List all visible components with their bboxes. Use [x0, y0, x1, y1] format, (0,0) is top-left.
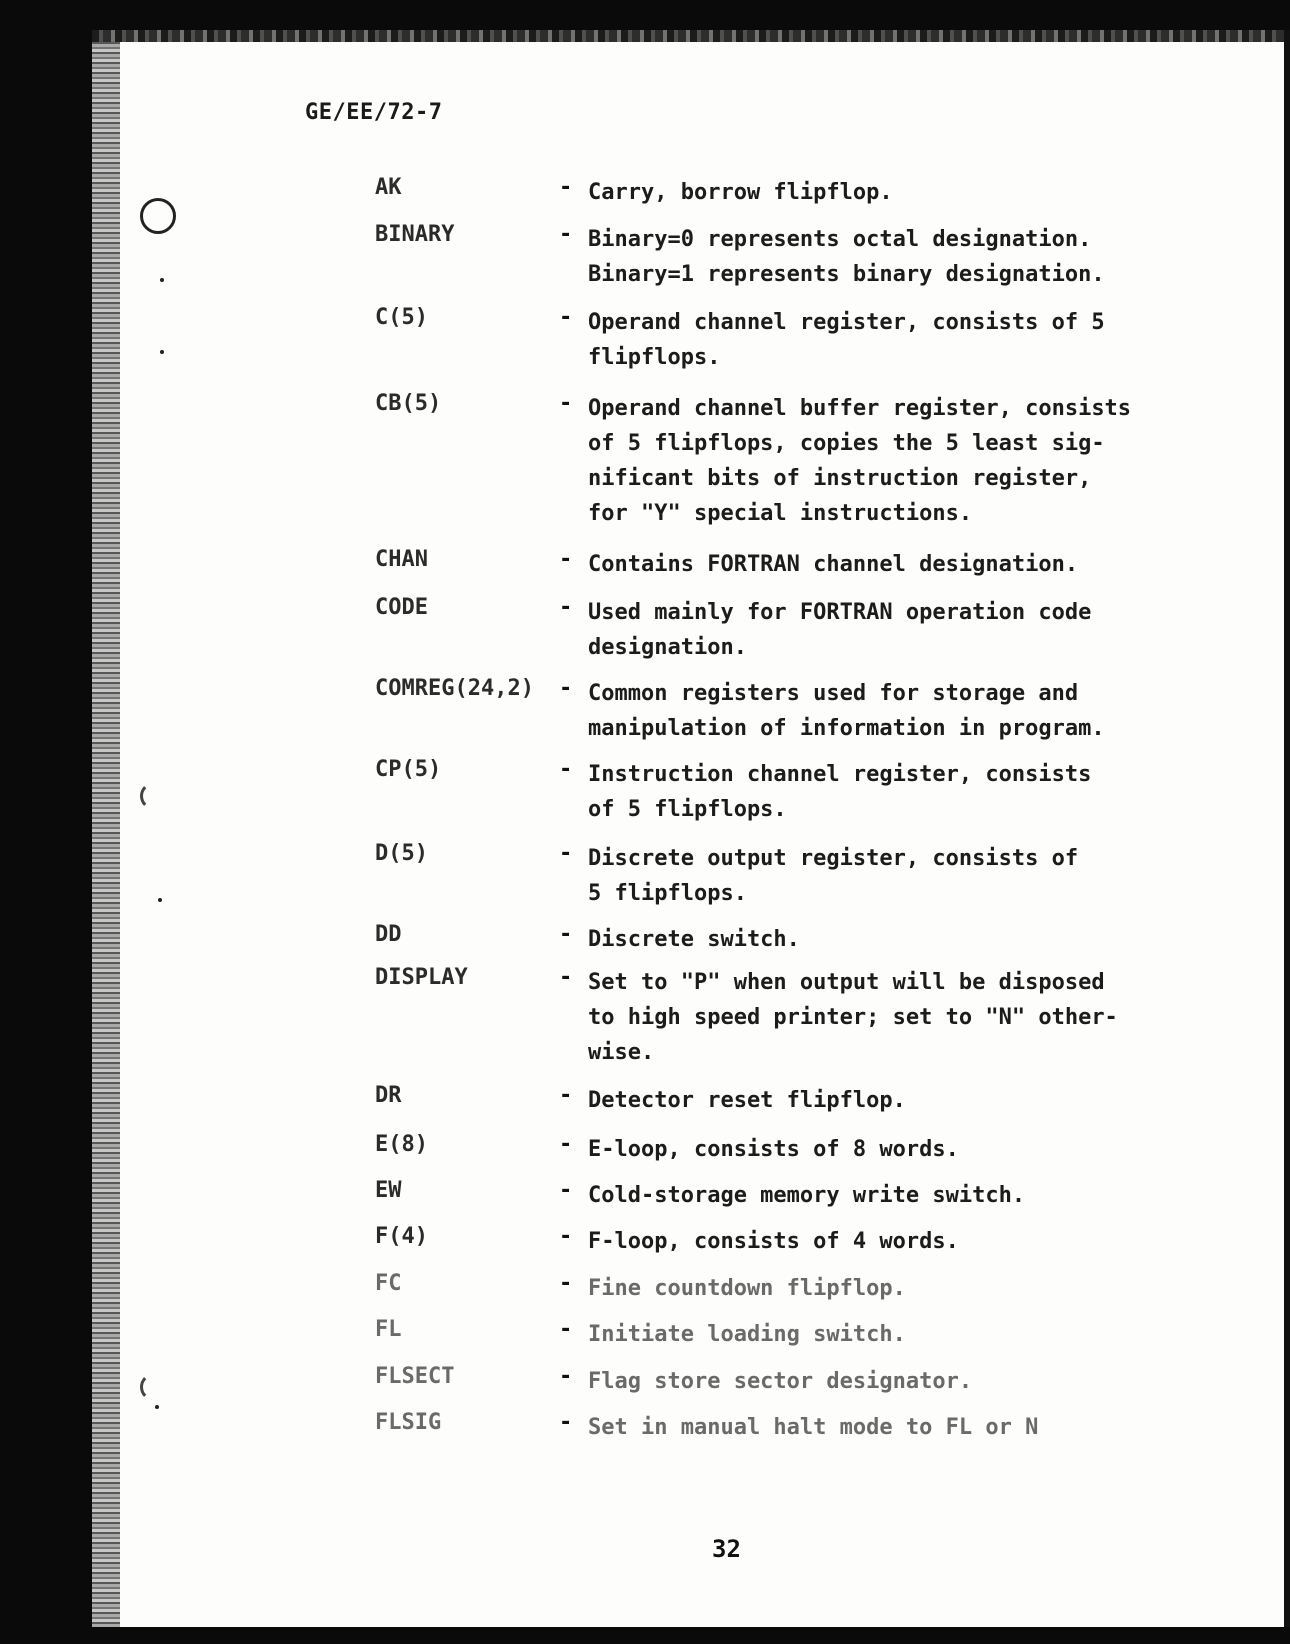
- entry-term: C(5): [375, 305, 428, 330]
- entry-definition: Binary=0 represents octal designation. Binary=1 represents binary designation.: [588, 227, 1105, 287]
- scan-speck: [155, 1405, 159, 1409]
- entry-definition: Set in manual halt mode to FL or N: [588, 1415, 1039, 1440]
- entry-term: D(5): [375, 841, 428, 866]
- entry-definition: Common registers used for storage and manipulation of information in program.: [588, 681, 1105, 741]
- entry-dash: -: [559, 841, 573, 866]
- entry-dash: -: [559, 222, 573, 247]
- entry-term: FLSIG: [375, 1410, 442, 1435]
- entry-dash: -: [559, 175, 573, 200]
- entry-definition: Discrete output register, consists of 5 flipflops.: [588, 846, 1079, 906]
- scan-speck: [160, 278, 164, 282]
- entry-term: DD: [375, 922, 402, 947]
- entry-definition: Flag store sector designator.: [588, 1369, 973, 1394]
- entry-definition: Operand channel buffer register, consists of 5 flipflops, copies the 5 least sig- nificant bits of instruction register, for "Y" special instructions.: [588, 396, 1132, 526]
- entry-term: F(4): [375, 1224, 428, 1249]
- entry-term: EW: [375, 1178, 402, 1203]
- entry-dash: -: [559, 1364, 573, 1389]
- scan-right-border: [1284, 30, 1290, 1630]
- entry-term: CP(5): [375, 757, 442, 782]
- entry-term: CB(5): [375, 391, 442, 416]
- entry-term: DISPLAY: [375, 965, 468, 990]
- entry-term: AK: [375, 175, 402, 200]
- entry-term: DR: [375, 1083, 402, 1108]
- scan-bottom-border: [92, 1627, 1290, 1644]
- entry-definition: Cold-storage memory write switch.: [588, 1183, 1026, 1208]
- entry-definition: Used mainly for FORTRAN operation code designation.: [588, 600, 1092, 660]
- entry-definition: Set to "P" when output will be disposed to high speed printer; set to "N" other- wise.: [588, 970, 1118, 1065]
- entry-definition: Instruction channel register, consists of 5 flipflops.: [588, 762, 1092, 822]
- entry-dash: -: [559, 305, 573, 330]
- entry-definition: F-loop, consists of 4 words.: [588, 1229, 959, 1254]
- entry-definition: Detector reset flipflop.: [588, 1088, 906, 1113]
- document-id: GE/EE/72-7: [305, 100, 443, 125]
- page-number: 32: [712, 1535, 741, 1563]
- entry-term: FL: [375, 1317, 402, 1342]
- entry-term: CHAN: [375, 547, 428, 572]
- entry-dash: -: [559, 676, 573, 701]
- entry-dash: -: [559, 922, 573, 947]
- entry-dash: -: [559, 391, 573, 416]
- entry-term: COMREG(24,2): [375, 676, 534, 701]
- punch-hole-icon: [140, 782, 168, 810]
- entry-definition: Fine countdown flipflop.: [588, 1276, 906, 1301]
- entry-definition: Initiate loading switch.: [588, 1322, 906, 1347]
- entry-dash: -: [559, 1178, 573, 1203]
- entry-dash: -: [559, 1410, 573, 1435]
- entry-dash: -: [559, 1083, 573, 1108]
- scan-speck: [158, 898, 162, 902]
- entry-dash: -: [559, 757, 573, 782]
- entry-term: BINARY: [375, 222, 455, 247]
- entry-definition: E-loop, consists of 8 words.: [588, 1137, 959, 1162]
- entry-definition: Operand channel register, consists of 5 flipflops.: [588, 310, 1105, 370]
- punch-hole-icon: [140, 198, 176, 234]
- entry-dash: -: [559, 1271, 573, 1296]
- page-binding-edge: [92, 42, 120, 1627]
- entry-dash: -: [559, 1224, 573, 1249]
- entry-definition: Contains FORTRAN channel designation.: [588, 552, 1079, 577]
- entry-dash: -: [559, 595, 573, 620]
- entry-dash: -: [559, 1132, 573, 1157]
- entry-dash: -: [559, 547, 573, 572]
- entry-dash: -: [559, 965, 573, 990]
- scan-speck: [160, 350, 164, 354]
- entry-term: E(8): [375, 1132, 428, 1157]
- entry-term: FC: [375, 1271, 402, 1296]
- punch-hole-icon: [140, 1373, 168, 1401]
- entry-term: CODE: [375, 595, 428, 620]
- entry-dash: -: [559, 1317, 573, 1342]
- entry-definition: Carry, borrow flipflop.: [588, 180, 893, 205]
- entry-term: FLSECT: [375, 1364, 455, 1389]
- entry-definition: Discrete switch.: [588, 927, 800, 952]
